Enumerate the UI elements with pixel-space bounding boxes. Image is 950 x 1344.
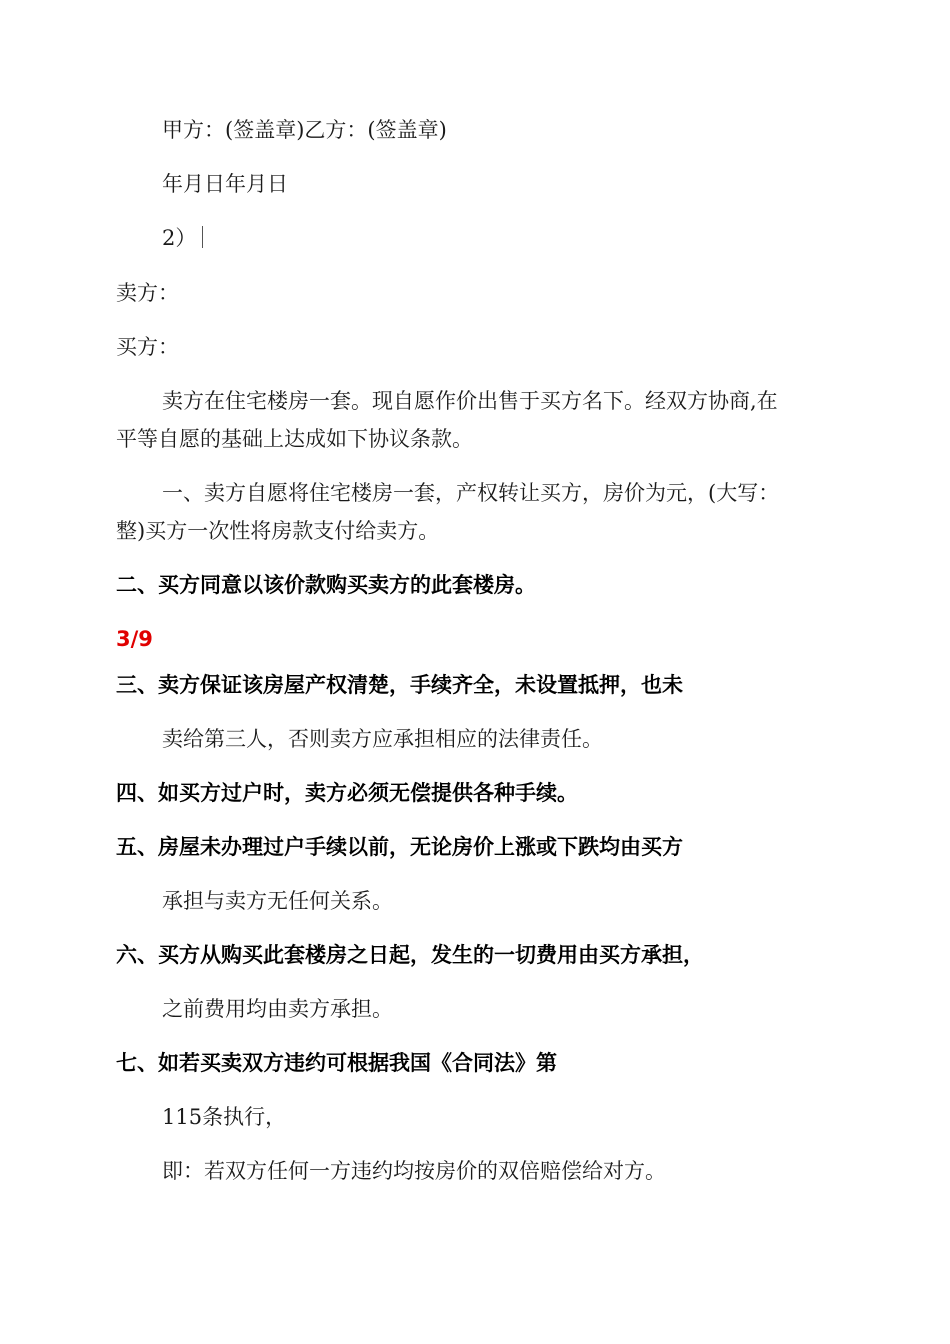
clause-7-line-1: 七、如若买卖双方违约可根据我国《合同法》第 (116, 1051, 557, 1075)
clause-4: 四、如买方过户时，卖方必须无偿提供各种手续。 (116, 781, 578, 805)
clause-7-line-2: 115条执行， (162, 1105, 287, 1129)
text-cursor (202, 226, 203, 248)
clause-5-line-2: 承担与卖方无任何关系。 (162, 889, 393, 913)
clause-3-line-1: 三、卖方保证该房屋产权清楚，手续齐全，未设置抵押，也未 (116, 673, 683, 697)
section-marker-text: 2） (162, 226, 197, 250)
clause-2: 二、买方同意以该价款购买卖方的此套楼房。 (116, 573, 536, 597)
page-number: 3/9 (116, 627, 153, 651)
intro-line-1: 卖方在住宅楼房一套。现自愿作价出售于买方名下。经双方协商,在 (162, 389, 778, 413)
clause-6-line-1: 六、买方从购买此套楼房之日起，发生的一切费用由买方承担， (116, 943, 704, 967)
seller-label: 卖方： (116, 281, 179, 305)
intro-line-2: 平等自愿的基础上达成如下协议条款。 (116, 427, 473, 451)
clause-7-line-3: 即：若双方任何一方违约均按房价的双倍赔偿给对方。 (162, 1159, 666, 1183)
clause-6-line-2: 之前费用均由卖方承担。 (162, 997, 393, 1021)
section-marker (162, 223, 203, 253)
buyer-label: 买方： (116, 335, 179, 359)
date-line: 年月日年月日 (162, 172, 288, 196)
clause-3-line-2: 卖给第三人，否则卖方应承担相应的法律责任。 (162, 727, 603, 751)
clause-5-line-1: 五、房屋未办理过户手续以前，无论房价上涨或下跌均由买方 (116, 835, 683, 859)
clause-1-line-1: 一、卖方自愿将住宅楼房一套，产权转让买方，房价为元，(大写： (162, 481, 780, 505)
clause-1-line-2: 整)买方一次性将房款支付给卖方。 (116, 519, 440, 543)
signature-line: 甲方：(签盖章)乙方：(签盖章) (162, 118, 447, 142)
